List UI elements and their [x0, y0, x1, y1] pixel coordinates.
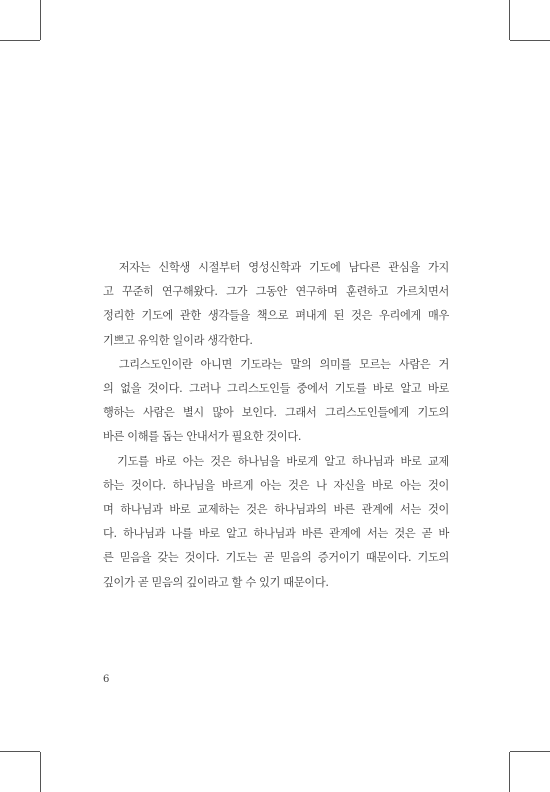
paragraph [103, 256, 449, 353]
text-line: 의 없을 것이다. 그러나 그리스도인들 중에서 기도를 바로 알고 바로 [103, 382, 449, 396]
text-line: 른 믿음을 갖는 것이다. 기도는 곧 믿음의 증거이기 때문이다. 기도의 [103, 551, 449, 565]
text-line: 행하는 사람은 별시 많아 보인다. 그래서 그리스도인들에게 기도의 [103, 406, 449, 420]
text-line: 다. 하나님과 나를 바로 알고 하나님과 바른 관계에 서는 것은 곧 바 [103, 527, 449, 541]
text-line: 저자는 신학생 시절부터 영성신학과 기도에 남다른 관심을 가지 [103, 261, 449, 274]
text-line: 기쁘고 유익한 일이라 생각한다. [103, 333, 253, 347]
crop-mark-bottom-right-vertical [509, 752, 510, 792]
text-line: 정리한 기도에 관한 생각들을 책으로 펴내게 된 것은 우리에게 매우 [103, 309, 449, 323]
crop-mark-top-right-vertical [509, 0, 510, 40]
paragraph [103, 450, 449, 595]
text-line: 기도를 바로 아는 것은 하나님을 바로게 알고 하나님과 바로 교제 [103, 454, 449, 468]
body-text [103, 256, 449, 595]
crop-mark-top-left-vertical [40, 0, 41, 40]
text-line: 깊이가 곧 믿음의 깊이라고 할 수 있기 때문이다. [103, 575, 329, 589]
paragraph [103, 353, 449, 450]
text-line: 하는 것이다. 하나님을 바르게 아는 것은 나 자신을 바로 아는 것이 [103, 478, 449, 492]
text-line: 고 꾸준히 연구해왔다. 그가 그동안 연구하며 훈련하고 가르치면서 [103, 285, 449, 299]
crop-mark-bottom-left-vertical [40, 752, 41, 792]
crop-mark-top-right-horizontal [510, 40, 550, 41]
text-line: 바른 이해를 돕는 안내서가 필요한 것이다. [103, 430, 302, 444]
crop-mark-bottom-right-horizontal [510, 751, 550, 752]
text-line: 며 하나님과 바로 교제하는 것은 하나님과의 바른 관계에 서는 것이 [103, 503, 449, 517]
crop-mark-bottom-left-horizontal [0, 751, 40, 752]
page-number: 6 [103, 674, 110, 685]
text-line: 그리스도인이란 아니면 기도라는 말의 의미를 모르는 사람은 거 [103, 357, 449, 371]
crop-mark-top-left-horizontal [0, 40, 40, 41]
